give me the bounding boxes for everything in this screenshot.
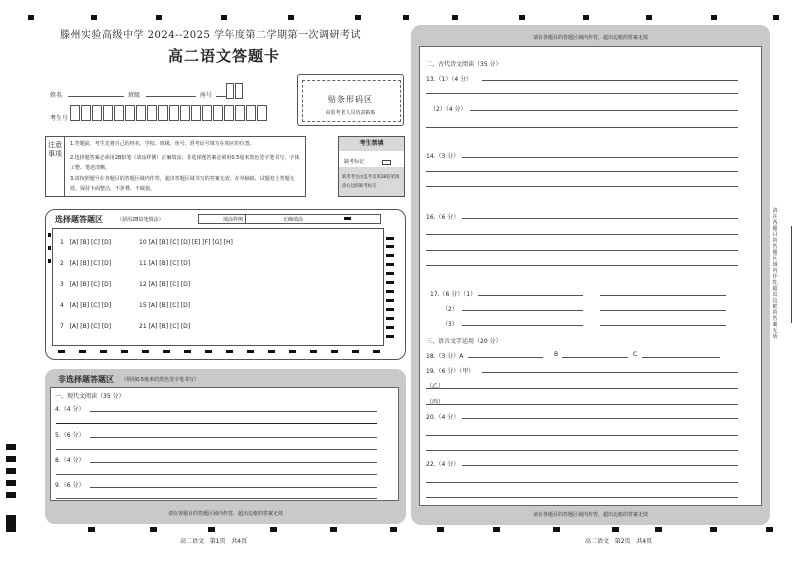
q17-1-answer-line[interactable] [600,295,726,296]
choice-num: 2 [60,260,64,267]
fill-sample [198,214,381,224]
q9-label: 9.（6 分） [55,482,85,489]
exam-no-boxes[interactable] [70,105,268,121]
q16-label: 16.（6 分） [426,214,460,221]
q8-label: 8.（4 分） [55,457,85,464]
section-ancient-reading: 二、古代诗文阅读（35 分） [426,61,502,68]
q20-label: 20.（4 分） [426,414,460,421]
q8-answer-line[interactable] [56,474,377,475]
q22-answer-line[interactable] [426,482,738,483]
absent-note: 缺考考生由监考员用2B铅笔填涂右边的缺考标记 [342,175,400,189]
fill-correct-mark [344,217,351,220]
page2-answer-area [419,46,762,506]
side-note: 请在各题目的答题区域内作答，超出边框的答案无效 [772,208,783,340]
q17-1-label: 17.（6 分）（1） [430,291,477,298]
q19-bing-label: （丙） [426,399,445,406]
q13-2-answer-line[interactable] [426,127,738,128]
choice-num: 21 [139,323,147,330]
q14-answer-line[interactable] [462,157,738,158]
q5-answer-line[interactable] [56,449,377,450]
q18-a-line[interactable] [468,357,543,358]
q16-answer-line[interactable] [426,250,738,251]
choice-options[interactable]: [A] [B] [C] [D] [69,260,112,267]
choice-num: 4 [60,302,64,309]
choice-num: 7 [60,323,64,330]
nonchoice-answer-area [50,387,399,501]
choice-row-right[interactable] [139,323,190,330]
seat-label: 座号 [200,92,213,99]
q17-3-answer-line[interactable] [600,325,726,326]
q18-b-line[interactable] [562,357,628,358]
seat-boxes[interactable] [226,80,244,99]
q5-label: 5.（6 分） [55,432,85,439]
choice-row-left[interactable] [60,323,111,330]
section-language-use: 三、语言文字运用（20 分） [426,338,502,345]
name-label: 姓名 [50,92,63,99]
q18-b-label: B [554,351,559,358]
choice-num: 15 [139,302,147,309]
q8-answer-line[interactable] [90,462,377,463]
choice-row-left[interactable] [60,281,111,288]
q4-label: 4.（4 分） [55,406,85,413]
q22-answer-line[interactable] [462,465,738,466]
page2-footer: 高二语文 第2页 共4页 [585,538,653,545]
exam-no-label: 考生号 [50,115,69,122]
page1-footer: 高二语文 第1页 共4页 [180,538,248,545]
fill-sample-label: 填涂样例 [223,217,244,223]
page2-bottom-note: 请在各题目的答题区域内作答，超出边框的答案无效 [532,512,648,518]
choice-row-right[interactable] [139,260,190,267]
choice-row-left[interactable] [60,302,111,309]
q18-label: 18.（3 分）A [426,353,464,360]
choice-options[interactable]: [A] [B] [C] [D] [69,323,112,330]
candidate-box [338,136,405,197]
q14-answer-line[interactable] [426,171,738,172]
q13-1-answer-line[interactable] [482,80,738,81]
q4-answer-line[interactable] [90,411,377,412]
notice-item-2: 2.选择题答案必须用2B铅笔（请涂样例）正确填涂；非选择题答案必须用0.5毫米黑色签字笔书写，字体工整、笔迹清晰。 [70,155,300,171]
choice-row-left[interactable] [60,239,111,246]
choice-options[interactable]: [A] [B] [C] [D] [148,260,191,267]
choice-options[interactable]: [A] [B] [C] [D] [148,302,191,309]
notice-item-1: 1.答题前，考生先将自己的姓名、学校、班级、座号、准考证号填写在相应的位置。 [70,141,255,147]
q14-label: 14.（3 分） [426,153,460,160]
q13-2-label: （2）（4 分） [430,106,467,113]
q20-answer-line[interactable] [426,450,738,451]
choice-options[interactable]: [A] [B] [C] [D] [148,323,191,330]
q19-yi-label: （乙） [426,383,445,390]
q17-2-answer-line[interactable] [600,310,726,311]
fill-correct-label: 正确填涂 [283,217,304,223]
notice-label: 注意事项 [46,137,65,196]
choice-row-right[interactable] [139,239,233,246]
notice-item-3: 3.请按照题号在各题目的答题区域内作答，超出答题区域书写的答案无效；在草稿纸、试题卷上答题无效。保持卡面整洁，不折叠，不破损。 [70,176,295,192]
choice-options[interactable]: [A] [B] [C] [D] [148,281,191,288]
side-rule [791,226,792,323]
q17-3-label: （3） [442,321,458,328]
q16-answer-line[interactable] [426,265,738,266]
barcode-title: 贴条形码区 [328,95,373,104]
choice-options[interactable]: [A] [B] [C] [D] [69,281,112,288]
answer-card-title: 高二语文答题卡 [168,47,281,65]
q22-answer-line[interactable] [426,497,738,498]
q13-1-answer-line[interactable] [426,93,738,94]
choice-row-right[interactable] [139,281,190,288]
choice-options[interactable]: [A] [B] [C] [D] [69,239,112,246]
choice-options[interactable]: [A] [B] [C] [D] [69,302,112,309]
nonchoice-footer-note: 请在各题目的答题区域内作答，超出边框的答案无效 [167,511,283,517]
name-field[interactable] [68,96,124,97]
barcode-note: 由监考老人员负责粘贴 [325,110,376,116]
q9-answer-line[interactable] [56,498,377,499]
choice-options[interactable]: [A] [B] [C] [D] [E] [F] [G] [H] [148,239,233,246]
q18-c-line[interactable] [642,357,720,358]
nonchoice-hint: （须用0.5毫米的黑色签字笔书写） [121,377,199,383]
choice-num: 11 [139,260,147,267]
q13-1-label: 13.（1）（4 分） [426,76,473,83]
q14-answer-line[interactable] [426,186,738,187]
page2-top-note: 请在各题目的答题区域内作答，超出边框的答案无效 [532,35,648,41]
q16-answer-line[interactable] [462,218,738,219]
q20-answer-line[interactable] [462,418,738,419]
q4-answer-line[interactable] [56,423,377,424]
q17-2-answer-line[interactable] [462,310,583,311]
barcode-area [297,74,404,126]
choice-num: 12 [139,281,147,288]
q18-c-label: C [633,351,638,358]
q20-answer-line[interactable] [426,435,738,436]
class-label: 班级 [128,92,141,99]
q16-answer-line[interactable] [426,234,738,235]
choice-row-right[interactable] [139,302,190,309]
choice-title: 选择题答题区 [55,215,103,224]
q19-yi-line[interactable] [426,388,738,389]
q19-jia-line[interactable] [482,372,738,373]
candidate-box-title: 考生禁填 [339,137,404,151]
q19-bing-line[interactable] [426,404,738,405]
nonchoice-title: 非选择题答题区 [58,375,114,384]
choice-num: 1 [60,239,64,246]
choice-num: 10 [139,239,147,246]
choice-row-left[interactable] [60,260,111,267]
absent-label: 缺考标记 [344,159,365,165]
seat-field[interactable] [216,96,226,97]
q9-answer-line[interactable] [90,487,377,488]
q17-2-label: （2） [442,306,458,313]
choice-hint: （须用2B铅笔填涂） [117,217,164,223]
choice-num: 3 [60,281,64,288]
notice-box [45,136,306,197]
q17-1-answer-line[interactable] [478,295,583,296]
q22-label: 22.（4 分） [426,461,460,468]
q13-2-answer-line[interactable] [470,110,738,111]
q17-3-answer-line[interactable] [462,325,583,326]
q5-answer-line[interactable] [90,437,377,438]
school-exam-title: 滕州实验高级中学 2024--2025 学年度第二学期第一次调研考试 [60,30,362,41]
q19-label: 19.（6 分）（甲） [426,368,475,375]
class-field[interactable] [146,96,196,97]
section-modern-reading: 一、现代文阅读（35 分） [55,393,125,400]
absent-checkbox[interactable] [382,160,391,165]
